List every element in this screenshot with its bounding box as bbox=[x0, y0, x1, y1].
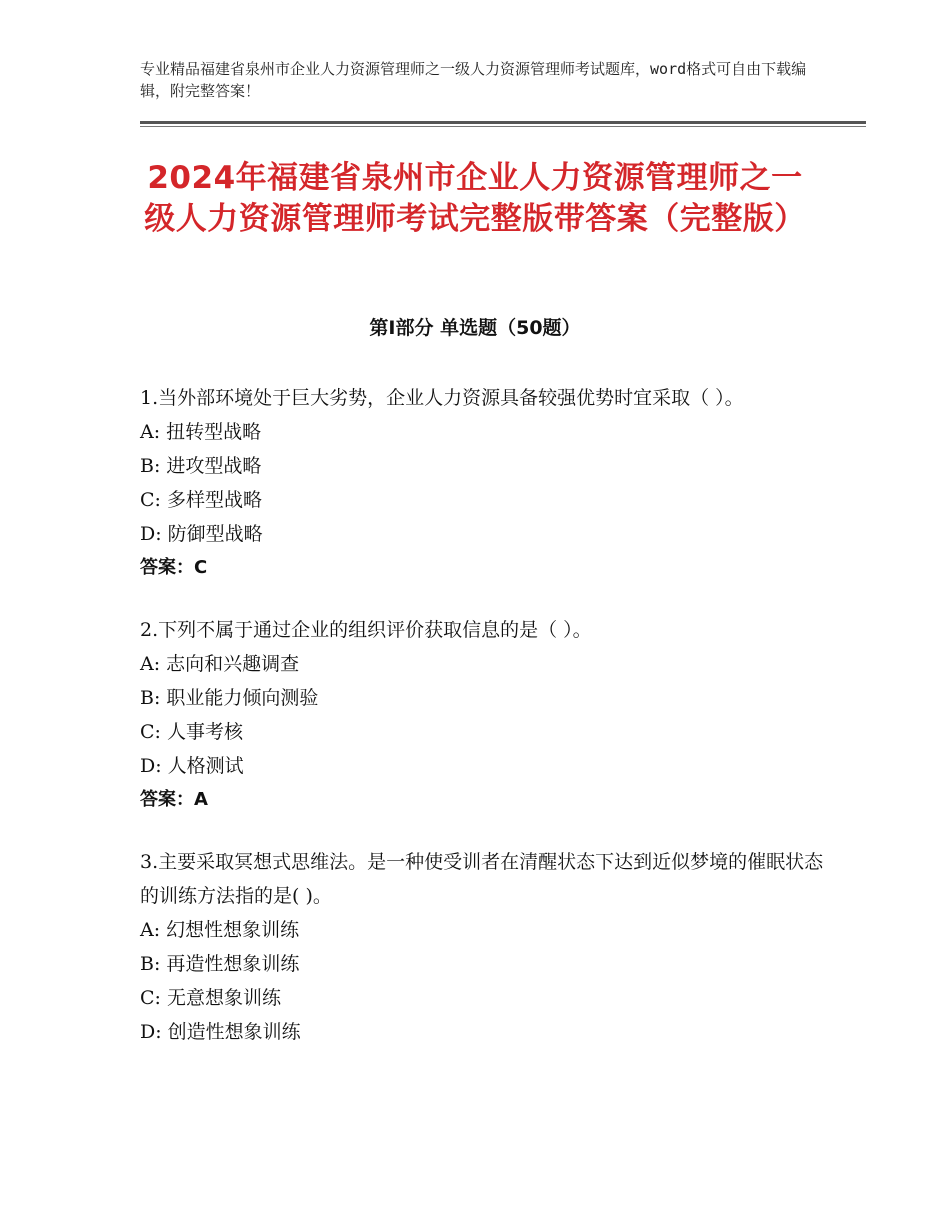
option-d: D: 创造性想象训练 bbox=[140, 1021, 301, 1043]
section-title: 第Ⅰ部分 单选题（50题） bbox=[369, 317, 581, 339]
option-a: A: 幻想性想象训练 bbox=[140, 919, 300, 941]
question-3 bbox=[140, 845, 830, 1049]
document-title: 2024年福建省泉州市企业人力资源管理师之一级人力资源管理师考试完整版带答案（完整版） bbox=[144, 160, 806, 237]
option-b: B: 再造性想象训练 bbox=[140, 953, 300, 975]
question-stem: 3.主要采取冥想式思维法。是一种使受训者在清醒状态下达到近似梦境的催眠状态的训练方法指的是( )。 bbox=[140, 851, 824, 907]
question-2 bbox=[140, 613, 830, 817]
question-stem: 1.当外部环境处于巨大劣势，企业人力资源具备较强优势时宜采取（ ）。 bbox=[140, 387, 744, 409]
answer-label: 答案：A bbox=[140, 789, 208, 810]
option-d: D: 人格测试 bbox=[140, 755, 244, 777]
option-d: D: 防御型战略 bbox=[140, 523, 263, 545]
option-c: C: 多样型战略 bbox=[140, 489, 262, 511]
question-1 bbox=[140, 381, 830, 585]
header-note: 专业精品福建省泉州市企业人力资源管理师之一级人力资源管理师考试题库，word格式可自由下载编辑，附完整答案！ bbox=[140, 60, 807, 100]
header-rule-thick bbox=[140, 121, 866, 124]
option-a: A: 志向和兴趣调查 bbox=[140, 653, 300, 675]
question-list bbox=[140, 381, 830, 1077]
option-c: C: 无意想象训练 bbox=[140, 987, 281, 1009]
header-rule-thin bbox=[140, 126, 866, 127]
answer-label: 答案：C bbox=[140, 557, 208, 578]
option-a: A: 扭转型战略 bbox=[140, 421, 262, 443]
option-c: C: 人事考核 bbox=[140, 721, 243, 743]
option-b: B: 职业能力倾向测验 bbox=[140, 687, 319, 709]
option-b: B: 进攻型战略 bbox=[140, 455, 262, 477]
question-stem: 2.下列不属于通过企业的组织评价获取信息的是（ ）。 bbox=[140, 619, 592, 641]
